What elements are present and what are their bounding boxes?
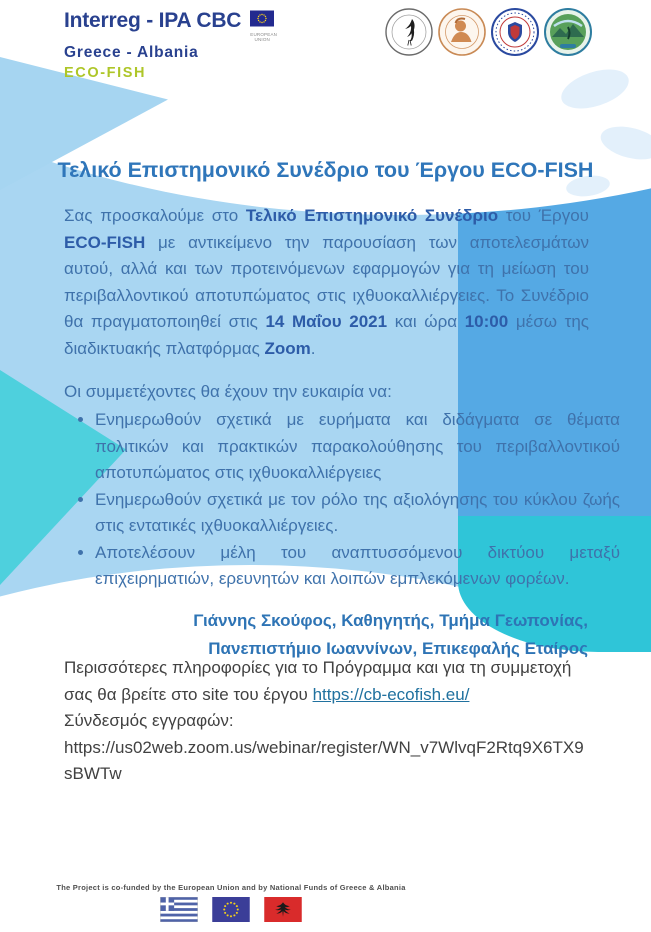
- intro-bold-date: 14 Μαΐου 2021: [265, 312, 388, 331]
- info-block: [64, 655, 591, 788]
- more-info-text: Περισσότερες πληροφορίες για το Πρόγραμμα και για τη συμμετοχή σας θα βρείτε στο site του έργου: [64, 658, 572, 704]
- intro-text: του Έργου: [498, 206, 589, 225]
- bullet-item: [95, 407, 620, 487]
- eu-flag-caption: EUROPEAN UNION: [250, 32, 278, 42]
- chamber-vlora-logo-icon: [491, 8, 539, 56]
- albania-flag-icon: [264, 897, 302, 922]
- intro-paragraph: [64, 203, 589, 362]
- bullet-text: Ενημερωθούν σχετικά με ευρήματα και διδάγματα σε θέματα πολιτικών και πρακτικών παρακολούθησης του περιβαλλοντικού αποτυπώματος στις ιχθυοκαλλιέργειες: [95, 410, 620, 482]
- university-figure-logo-icon: [438, 8, 486, 56]
- page-title: Τελικό Επιστημονικό Συνέδριο του Έργου ECO-FISH: [57, 158, 594, 182]
- registration-url[interactable]: https://us02web.zoom.us/webinar/register/WN_v7WlvqF2Rtq9X6TX9sBWTw: [64, 737, 584, 783]
- interreg-wordmark: Interreg - IPA CBC: [64, 9, 242, 32]
- intro-bold-time: 10:00: [464, 312, 509, 331]
- intro-text: .: [310, 338, 316, 358]
- greece-flag-icon: [160, 897, 198, 922]
- bullet-list: [64, 407, 620, 593]
- intro-bold-project: ECO-FISH: [64, 232, 146, 252]
- eu-flag-stars: [250, 10, 274, 27]
- eu-flag-icon: [212, 897, 250, 922]
- bullet-item: [95, 487, 620, 540]
- project-site-link[interactable]: https://cb-ecofish.eu/: [312, 684, 470, 704]
- interreg-logo: [64, 9, 278, 81]
- participants-lead: Οι συμμετέχοντες θα έχουν την ευκαιρία να:: [64, 382, 392, 401]
- registration-label: Σύνδεσμός εγγραφών:: [64, 711, 234, 730]
- intro-text: Σας προσκαλούμε στο: [64, 206, 246, 225]
- funding-note: The Project is co-funded by the European Union and by National Funds of Greece & Albania: [56, 883, 406, 892]
- project-name-label: ECO-FISH: [64, 65, 147, 81]
- footer-flags: [46, 897, 416, 922]
- seep-logo-icon: [544, 8, 592, 56]
- partner-logos: [385, 8, 592, 56]
- intro-text: και ώρα: [387, 312, 465, 331]
- intro-bold-zoom: Zoom: [264, 338, 311, 358]
- speaker-signature: Γιάννης Σκούφος, Καθηγητής, Τμήμα Γεωπονίας, Πανεπιστήμιο Ιωαννίνων, Επικεφαλής Εταίρος: [193, 611, 588, 658]
- bullet-text: Ενημερωθούν σχετικά με τον ρόλο της αξιολόγησης του κύκλου ζωής στις εντατικές ιχθυοκαλλιέργειες.: [95, 489, 620, 535]
- programme-area-label: Greece - Albania: [64, 44, 199, 61]
- university-of-ioannina-logo-icon: [385, 8, 433, 56]
- intro-bold-conference: Τελικό Επιστημονικό Συνέδριο: [245, 206, 499, 225]
- bullet-text: Αποτελέσουν μέλη του αναπτυσσόμενου δικτύου μεταξύ επιχειρηματιών, ερευνητών και λοιπών εμπλεκόμενων φορέων.: [95, 542, 620, 588]
- eu-flag-icon: [250, 10, 278, 42]
- bullet-item: [95, 540, 620, 593]
- intro-text: μέσω της διαδικτυακής πλατφόρμας: [64, 312, 590, 358]
- intro-text: με αντικείμενο την παρουσίαση των αποτελεσμάτων αυτού, αλλά και των προτεινόμενων εφαρμογών για τη μείωση του περιβαλλοντικού αποτυπώματος στις ιχθυοκαλλιέργειες. Το Συνέδριο θα πραγματοποιηθεί στις: [64, 232, 589, 331]
